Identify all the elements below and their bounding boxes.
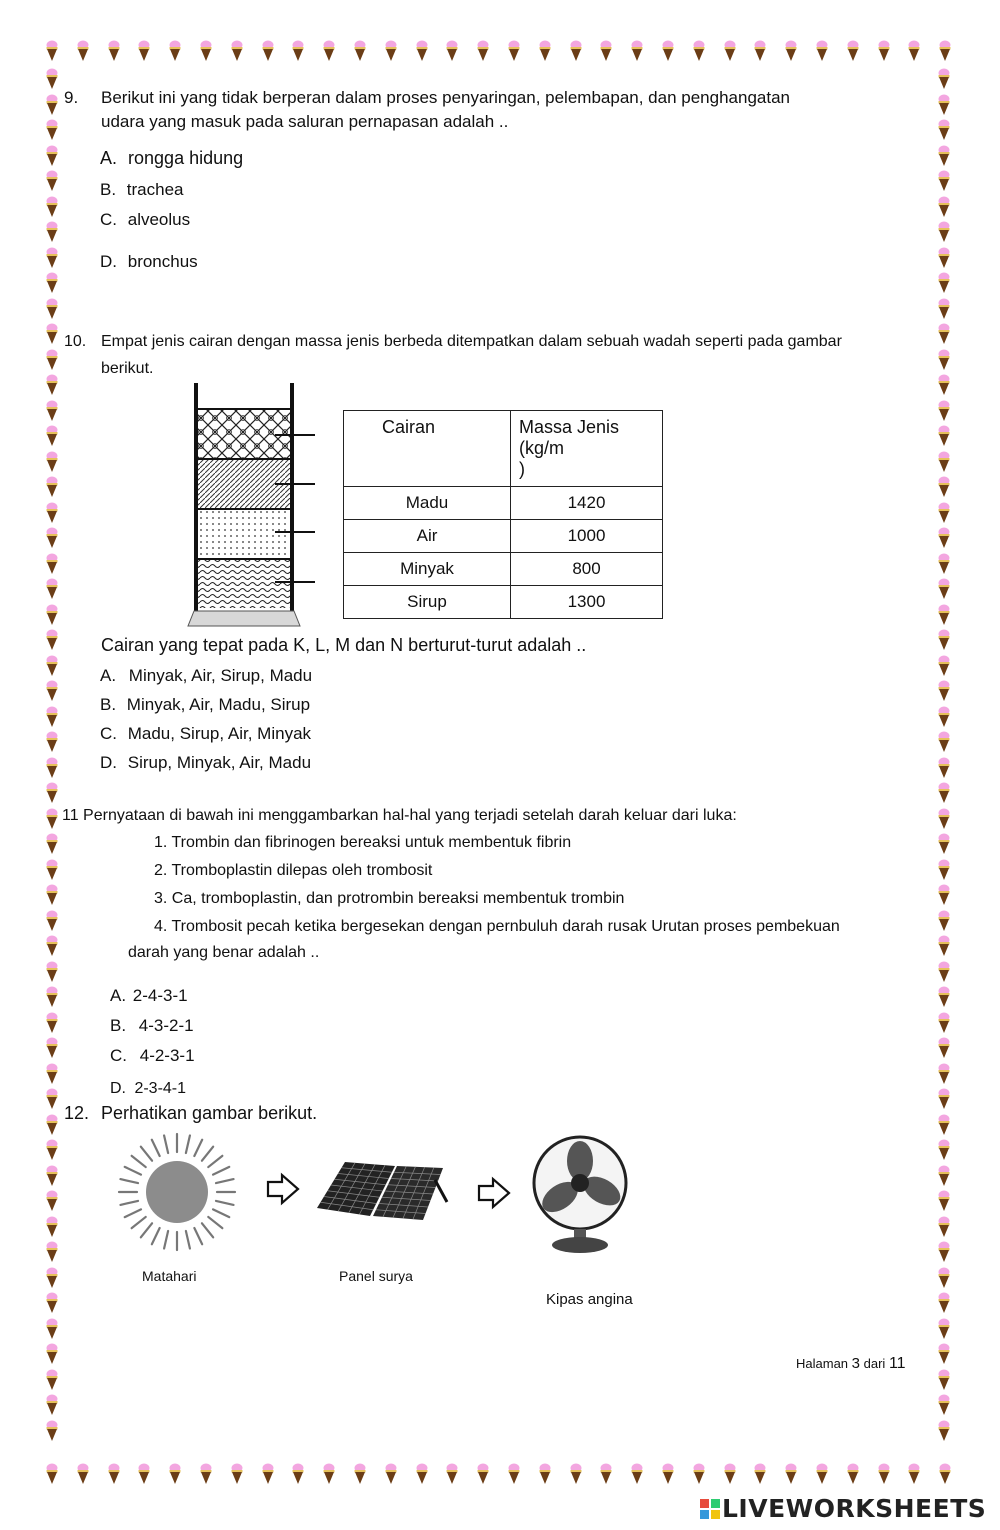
icecream-cone-icon xyxy=(46,731,58,753)
option-letter: D. xyxy=(100,753,117,772)
option-text: Madu, Sirup, Air, Minyak xyxy=(127,724,312,743)
icecream-cone-icon xyxy=(46,1063,58,1085)
icecream-cone-icon xyxy=(46,782,58,804)
solar-panel-illustration xyxy=(315,1150,450,1225)
table-row xyxy=(344,586,663,619)
option-letter: A. xyxy=(100,666,117,685)
liquid-container-illustration xyxy=(180,383,320,628)
icecream-cone-icon xyxy=(938,655,950,677)
icecream-cone-icon xyxy=(908,40,920,62)
icecream-cone-icon xyxy=(46,323,58,345)
icecream-cone-icon xyxy=(938,323,950,345)
icecream-cone-icon xyxy=(938,476,950,498)
icecream-cone-icon xyxy=(938,1420,950,1442)
option-text: 4-2-3-1 xyxy=(139,1046,195,1065)
icecream-cone-icon xyxy=(938,272,950,294)
icecream-cone-icon xyxy=(938,1139,950,1161)
q10-option-c[interactable] xyxy=(100,724,311,744)
icecream-cone-icon xyxy=(508,40,520,62)
q11-intro: 11 Pernyataan di bawah ini menggambarkan hal-hal yang terjadi setelah darah keluar dari luka: xyxy=(62,807,737,824)
icecream-cone-icon xyxy=(200,40,212,62)
table-cell: 800 xyxy=(511,553,663,586)
icecream-cone-icon xyxy=(46,1241,58,1263)
q9-option-a[interactable] xyxy=(100,148,243,169)
sun-illustration xyxy=(115,1130,240,1255)
icecream-cone-icon xyxy=(938,910,950,932)
icecream-cone-icon xyxy=(938,425,950,447)
label-panel-surya: Panel surya xyxy=(339,1268,413,1284)
icecream-cone-icon xyxy=(693,1463,705,1485)
icecream-cone-icon xyxy=(446,1463,458,1485)
page-number: Halaman 3 dari 11 xyxy=(796,1355,906,1372)
icecream-cone-icon xyxy=(938,859,950,881)
label-matahari: Matahari xyxy=(142,1268,197,1284)
icecream-cone-icon xyxy=(416,40,428,62)
fan-illustration xyxy=(526,1133,636,1258)
icecream-cone-icon xyxy=(938,349,950,371)
icecream-cone-icon xyxy=(46,68,58,90)
q11-option-c[interactable] xyxy=(110,1046,195,1066)
icecream-cone-icon xyxy=(46,986,58,1008)
icecream-cone-icon xyxy=(847,1463,859,1485)
layer-n xyxy=(198,560,290,608)
q10-option-a[interactable] xyxy=(100,666,312,686)
icecream-cone-icon xyxy=(46,1292,58,1314)
icecream-cone-icon xyxy=(46,1114,58,1136)
icecream-cone-icon xyxy=(600,40,612,62)
q11-step-3: 3. Ca, tromboplastin, dan protrombin bereaksi membentuk trombin xyxy=(154,890,625,907)
q10-number: 10. xyxy=(64,333,87,350)
icecream-cone-icon xyxy=(46,961,58,983)
icecream-cone-icon xyxy=(938,706,950,728)
icecream-cone-icon xyxy=(570,40,582,62)
icecream-cone-icon xyxy=(46,1165,58,1187)
layer-m xyxy=(198,510,290,558)
q9-text-line2: udara yang masuk pada saluran pernapasan adalah .. xyxy=(101,112,509,131)
icecream-cone-icon xyxy=(938,1292,950,1314)
icecream-cone-icon xyxy=(46,451,58,473)
icecream-cone-icon xyxy=(46,349,58,371)
icecream-cone-icon xyxy=(785,40,797,62)
icecream-cone-icon xyxy=(46,196,58,218)
icecream-cone-icon xyxy=(46,808,58,830)
q10-prompt: Cairan yang tepat pada K, L, M dan N berturut-turut adalah .. xyxy=(101,635,587,655)
q9-option-b[interactable] xyxy=(100,180,184,200)
option-letter: A. xyxy=(110,986,127,1005)
icecream-cone-icon xyxy=(46,527,58,549)
icecream-cone-icon xyxy=(200,1463,212,1485)
icecream-cone-icon xyxy=(354,1463,366,1485)
icecream-cone-icon xyxy=(938,833,950,855)
icecream-cone-icon xyxy=(724,40,736,62)
icecream-cone-icon xyxy=(938,527,950,549)
icecream-cone-icon xyxy=(938,961,950,983)
icecream-cone-icon xyxy=(938,1267,950,1289)
icecream-cone-icon xyxy=(938,553,950,575)
icecream-cone-icon xyxy=(46,1216,58,1238)
q9-text-line1: Berikut ini yang tidak berperan dalam proses penyaringan, pelembapan, dan penghangatan xyxy=(101,88,790,107)
option-text: bronchus xyxy=(127,252,198,271)
icecream-cone-icon xyxy=(938,68,950,90)
icecream-cone-icon xyxy=(46,604,58,626)
icecream-cone-icon xyxy=(46,272,58,294)
icecream-cone-icon xyxy=(416,1463,428,1485)
icecream-cone-icon xyxy=(138,40,150,62)
q11-option-a[interactable] xyxy=(110,986,188,1006)
icecream-cone-icon xyxy=(477,40,489,62)
icecream-cone-icon xyxy=(539,1463,551,1485)
option-text: Minyak, Air, Madu, Sirup xyxy=(126,695,311,714)
icecream-cone-icon xyxy=(938,196,950,218)
table-cell: Sirup xyxy=(344,586,511,619)
q12-text: Perhatikan gambar berikut. xyxy=(101,1103,318,1123)
icecream-cone-icon xyxy=(938,1369,950,1391)
option-letter: C. xyxy=(100,210,117,229)
icecream-cone-icon xyxy=(46,400,58,422)
icecream-cone-icon xyxy=(231,1463,243,1485)
table-cell: 1300 xyxy=(511,586,663,619)
q11-step-4: 4. Trombosit pecah ketika bergesekan dengan pernbuluh darah rusak Urutan proses pembekuan xyxy=(154,918,840,935)
icecream-cone-icon xyxy=(938,578,950,600)
icecream-cone-icon xyxy=(938,374,950,396)
icecream-cone-icon xyxy=(46,553,58,575)
icecream-cone-icon xyxy=(46,884,58,906)
table-row xyxy=(344,553,663,586)
icecream-cone-icon xyxy=(169,1463,181,1485)
icecream-cone-icon xyxy=(323,40,335,62)
table-cell: Minyak xyxy=(344,553,511,586)
icecream-cone-icon xyxy=(938,1318,950,1340)
icecream-cone-icon xyxy=(46,935,58,957)
icecream-cone-icon xyxy=(77,40,89,62)
option-letter: A. xyxy=(100,148,118,168)
icecream-cone-icon xyxy=(323,1463,335,1485)
q11-step-1: 1. Trombin dan fibrinogen bereaksi untuk membentuk fibrin xyxy=(154,834,572,851)
icecream-cone-icon xyxy=(938,757,950,779)
icecream-cone-icon xyxy=(938,502,950,524)
option-text: rongga hidung xyxy=(128,148,244,168)
liveworksheets-logo-icon xyxy=(700,1499,720,1519)
q10-option-b[interactable] xyxy=(100,695,310,715)
table-cell: 1420 xyxy=(511,487,663,520)
icecream-cone-icon xyxy=(938,808,950,830)
q11-step-2: 2. Tromboplastin dilepas oleh trombosit xyxy=(154,862,433,879)
icecream-cone-icon xyxy=(878,40,890,62)
table-cell: Air xyxy=(344,520,511,553)
option-letter: C. xyxy=(100,724,117,743)
icecream-cone-icon xyxy=(539,40,551,62)
icecream-cone-icon xyxy=(292,1463,304,1485)
icecream-cone-icon xyxy=(938,94,950,116)
table-header-cairan: Cairan xyxy=(344,411,511,487)
q10-text-line2: berikut. xyxy=(101,360,154,377)
icecream-cone-icon xyxy=(938,221,950,243)
icecream-cone-icon xyxy=(938,935,950,957)
icecream-cone-icon xyxy=(785,1463,797,1485)
icecream-cone-icon xyxy=(938,1216,950,1238)
icecream-cone-icon xyxy=(878,1463,890,1485)
icecream-cone-icon xyxy=(46,578,58,600)
icecream-cone-icon xyxy=(46,1012,58,1034)
q11-option-d[interactable] xyxy=(110,1080,186,1098)
icecream-cone-icon xyxy=(46,40,58,62)
icecream-cone-icon xyxy=(46,1463,58,1485)
icecream-cone-icon xyxy=(46,170,58,192)
icecream-cone-icon xyxy=(46,629,58,651)
icecream-cone-icon xyxy=(46,1343,58,1365)
icecream-cone-icon xyxy=(631,1463,643,1485)
icecream-cone-icon xyxy=(46,476,58,498)
icecream-cone-icon xyxy=(292,40,304,62)
table-row xyxy=(344,487,663,520)
option-letter: B. xyxy=(100,180,117,199)
icecream-cone-icon xyxy=(938,1063,950,1085)
icecream-cone-icon xyxy=(262,40,274,62)
icecream-cone-icon xyxy=(938,1012,950,1034)
icecream-cone-icon xyxy=(938,170,950,192)
icecream-cone-icon xyxy=(938,247,950,269)
option-letter: B. xyxy=(110,1016,127,1035)
table-row xyxy=(344,520,663,553)
icecream-cone-icon xyxy=(46,757,58,779)
icecream-cone-icon xyxy=(108,1463,120,1485)
table-cell: Madu xyxy=(344,487,511,520)
option-text: 2-4-3-1 xyxy=(132,986,188,1005)
icecream-cone-icon xyxy=(938,782,950,804)
icecream-cone-icon xyxy=(46,374,58,396)
option-text: trachea xyxy=(126,180,184,199)
icecream-cone-icon xyxy=(354,40,366,62)
icecream-cone-icon xyxy=(938,1241,950,1263)
table-header-massa-jenis: Massa Jenis (kg/m ) xyxy=(511,411,663,487)
icecream-cone-icon xyxy=(938,986,950,1008)
icecream-cone-icon xyxy=(938,119,950,141)
icecream-cone-icon xyxy=(46,145,58,167)
icecream-cone-icon xyxy=(77,1463,89,1485)
icecream-cone-icon xyxy=(938,1190,950,1212)
icecream-cone-icon xyxy=(938,1165,950,1187)
option-text: Minyak, Air, Sirup, Madu xyxy=(128,666,313,685)
icecream-cone-icon xyxy=(46,1037,58,1059)
icecream-cone-icon xyxy=(46,859,58,881)
icecream-cone-icon xyxy=(46,706,58,728)
icecream-cone-icon xyxy=(938,680,950,702)
label-kipas-angina: Kipas angina xyxy=(546,1291,633,1308)
option-letter: D. xyxy=(110,1080,126,1097)
icecream-cone-icon xyxy=(938,1088,950,1110)
icecream-cone-icon xyxy=(138,1463,150,1485)
icecream-cone-icon xyxy=(46,910,58,932)
icecream-cone-icon xyxy=(662,40,674,62)
icecream-cone-icon xyxy=(724,1463,736,1485)
icecream-cone-icon xyxy=(46,247,58,269)
icecream-cone-icon xyxy=(938,400,950,422)
q10-text-line1: Empat jenis cairan dengan massa jenis berbeda ditempatkan dalam sebuah wadah seperti pada gambar xyxy=(101,333,842,350)
table-cell: 1000 xyxy=(511,520,663,553)
icecream-cone-icon xyxy=(508,1463,520,1485)
icecream-cone-icon xyxy=(46,1088,58,1110)
icecream-cone-icon xyxy=(262,1463,274,1485)
option-letter: D. xyxy=(100,252,117,271)
icecream-cone-icon xyxy=(938,604,950,626)
option-text: Sirup, Minyak, Air, Madu xyxy=(127,753,312,772)
icecream-cone-icon xyxy=(938,451,950,473)
icecream-cone-icon xyxy=(46,1190,58,1212)
density-table xyxy=(343,410,663,619)
icecream-cone-icon xyxy=(938,1114,950,1136)
option-text: alveolus xyxy=(127,210,191,229)
icecream-cone-icon xyxy=(46,833,58,855)
icecream-cone-icon xyxy=(477,1463,489,1485)
option-letter: B. xyxy=(100,695,117,714)
q9-option-d[interactable] xyxy=(100,252,198,272)
option-text: 4-3-2-1 xyxy=(138,1016,194,1035)
icecream-cone-icon xyxy=(46,1267,58,1289)
icecream-cone-icon xyxy=(46,1139,58,1161)
icecream-cone-icon xyxy=(908,1463,920,1485)
icecream-cone-icon xyxy=(46,425,58,447)
icecream-cone-icon xyxy=(938,1343,950,1365)
option-letter: C. xyxy=(110,1046,127,1065)
icecream-cone-icon xyxy=(662,1463,674,1485)
icecream-cone-icon xyxy=(46,680,58,702)
q11-continuation: darah yang benar adalah .. xyxy=(128,944,320,961)
icecream-cone-icon xyxy=(385,1463,397,1485)
arrow-right-icon xyxy=(265,1172,301,1206)
icecream-cone-icon xyxy=(46,1394,58,1416)
icecream-cone-icon xyxy=(46,298,58,320)
icecream-cone-icon xyxy=(46,94,58,116)
q12-number: 12. xyxy=(64,1103,90,1123)
icecream-cone-icon xyxy=(570,1463,582,1485)
icecream-cone-icon xyxy=(938,298,950,320)
icecream-cone-icon xyxy=(46,221,58,243)
icecream-cone-icon xyxy=(754,40,766,62)
q11-option-b[interactable] xyxy=(110,1016,194,1036)
icecream-cone-icon xyxy=(600,1463,612,1485)
liveworksheets-logo xyxy=(700,1494,986,1523)
icecream-cone-icon xyxy=(847,40,859,62)
icecream-cone-icon xyxy=(939,40,951,62)
icecream-cone-icon xyxy=(939,1463,951,1485)
icecream-cone-icon xyxy=(754,1463,766,1485)
icecream-cone-icon xyxy=(446,40,458,62)
option-text: 2-3-4-1 xyxy=(134,1080,187,1097)
icecream-cone-icon xyxy=(385,40,397,62)
icecream-cone-icon xyxy=(938,1394,950,1416)
icecream-cone-icon xyxy=(938,731,950,753)
icecream-cone-icon xyxy=(46,502,58,524)
q10-option-d[interactable] xyxy=(100,753,311,773)
icecream-cone-icon xyxy=(231,40,243,62)
icecream-cone-icon xyxy=(938,884,950,906)
q9-number: 9. xyxy=(64,88,79,107)
icecream-cone-icon xyxy=(693,40,705,62)
icecream-cone-icon xyxy=(108,40,120,62)
icecream-cone-icon xyxy=(46,1369,58,1391)
icecream-cone-icon xyxy=(938,145,950,167)
icecream-cone-icon xyxy=(169,40,181,62)
icecream-cone-icon xyxy=(46,119,58,141)
liveworksheets-logo-text: LIVEWORKSHEETS xyxy=(722,1494,987,1523)
icecream-cone-icon xyxy=(816,40,828,62)
icecream-cone-icon xyxy=(46,655,58,677)
q9-option-c[interactable] xyxy=(100,210,190,230)
arrow-right-icon xyxy=(476,1176,512,1210)
icecream-cone-icon xyxy=(816,1463,828,1485)
icecream-cone-icon xyxy=(46,1318,58,1340)
icecream-cone-icon xyxy=(46,1420,58,1442)
icecream-cone-icon xyxy=(938,1037,950,1059)
icecream-cone-icon xyxy=(938,629,950,651)
icecream-cone-icon xyxy=(631,40,643,62)
